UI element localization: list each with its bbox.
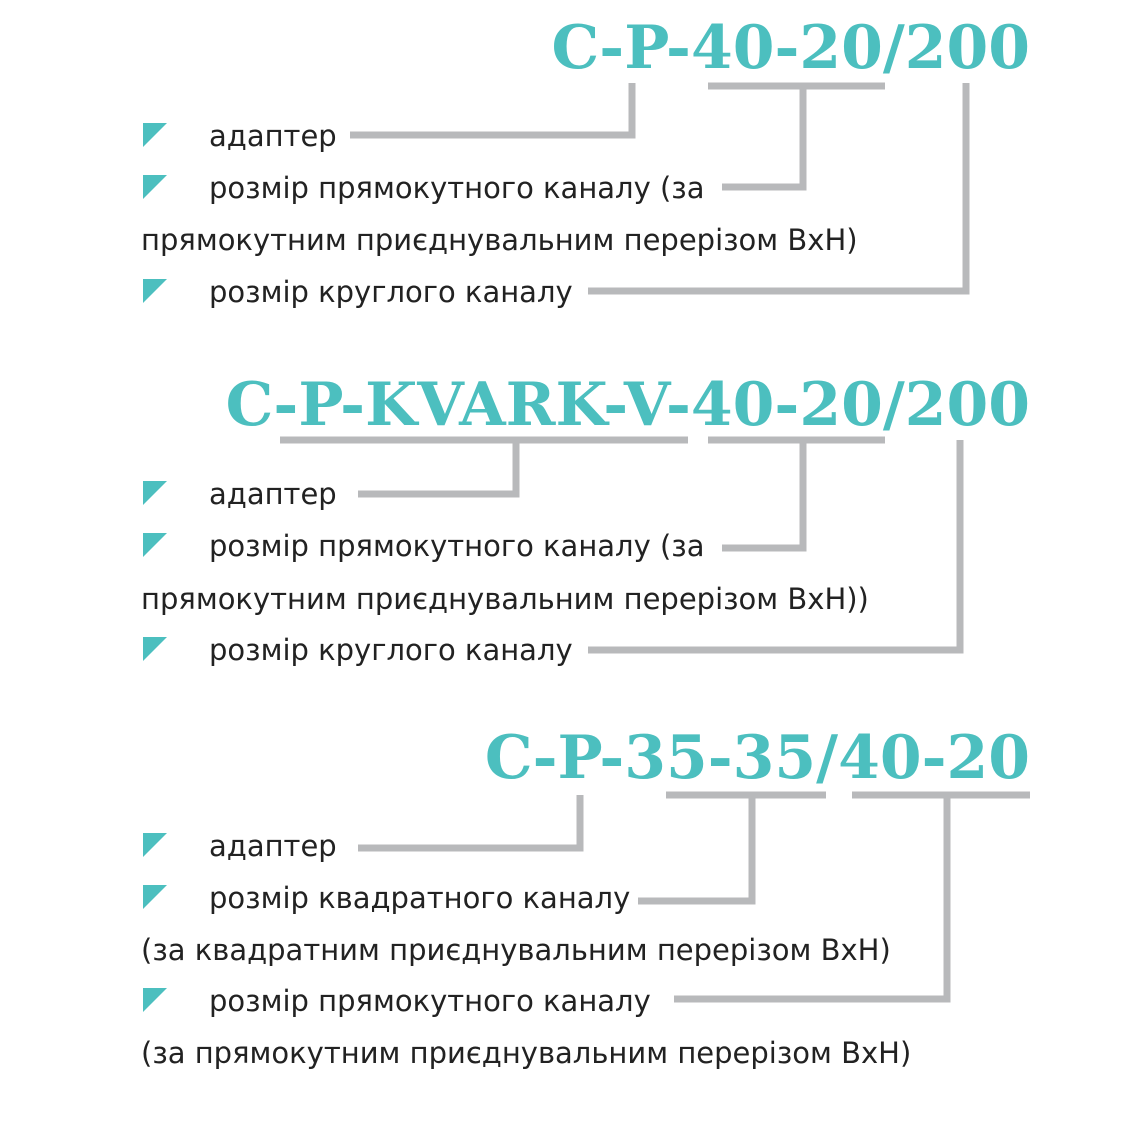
triangle-marker-icon [143,481,167,505]
item-label: розмір прямокутного каналу [209,984,651,1018]
triangle-marker-icon [143,175,167,199]
connector-square-channel [638,795,752,901]
item-label: адаптер [209,119,337,153]
item-label: розмір прямокутного каналу (за [209,529,705,563]
connector-rect-channel [722,440,803,548]
product-code: C-P-35-35/40-20 [484,723,1030,793]
item-label: адаптер [209,829,337,863]
item-label: розмір круглого каналу [209,275,573,309]
triangle-marker-icon [143,885,167,909]
connector-adapter [358,795,580,848]
connector-adapter [358,440,516,494]
product-code: C-P-KVARK-V-40-20/200 [225,370,1030,440]
triangle-marker-icon [143,123,167,147]
item-label-continuation: прямокутним приєднувальним перерізом ВхН) [141,223,858,257]
item-label-continuation: прямокутним приєднувальним перерізом ВхН)) [141,582,869,616]
item-label: розмір квадратного каналу [209,881,631,915]
product-code: C-P-40-20/200 [551,13,1030,83]
item-label-continuation: (за прямокутним приєднувальним перерізом ВхН) [141,1036,912,1070]
connector-rect-channel [674,795,947,999]
connector-adapter [350,83,632,135]
triangle-marker-icon [143,533,167,557]
triangle-marker-icon [143,833,167,857]
item-label-continuation: (за квадратним приєднувальним перерізом ВхН) [141,933,891,967]
item-label: розмір прямокутного каналу (за [209,171,705,205]
item-label: розмір круглого каналу [209,633,573,667]
triangle-marker-icon [143,279,167,303]
triangle-marker-icon [143,637,167,661]
connector-rect-channel [722,86,803,187]
item-label: адаптер [209,477,337,511]
triangle-marker-icon [143,988,167,1012]
